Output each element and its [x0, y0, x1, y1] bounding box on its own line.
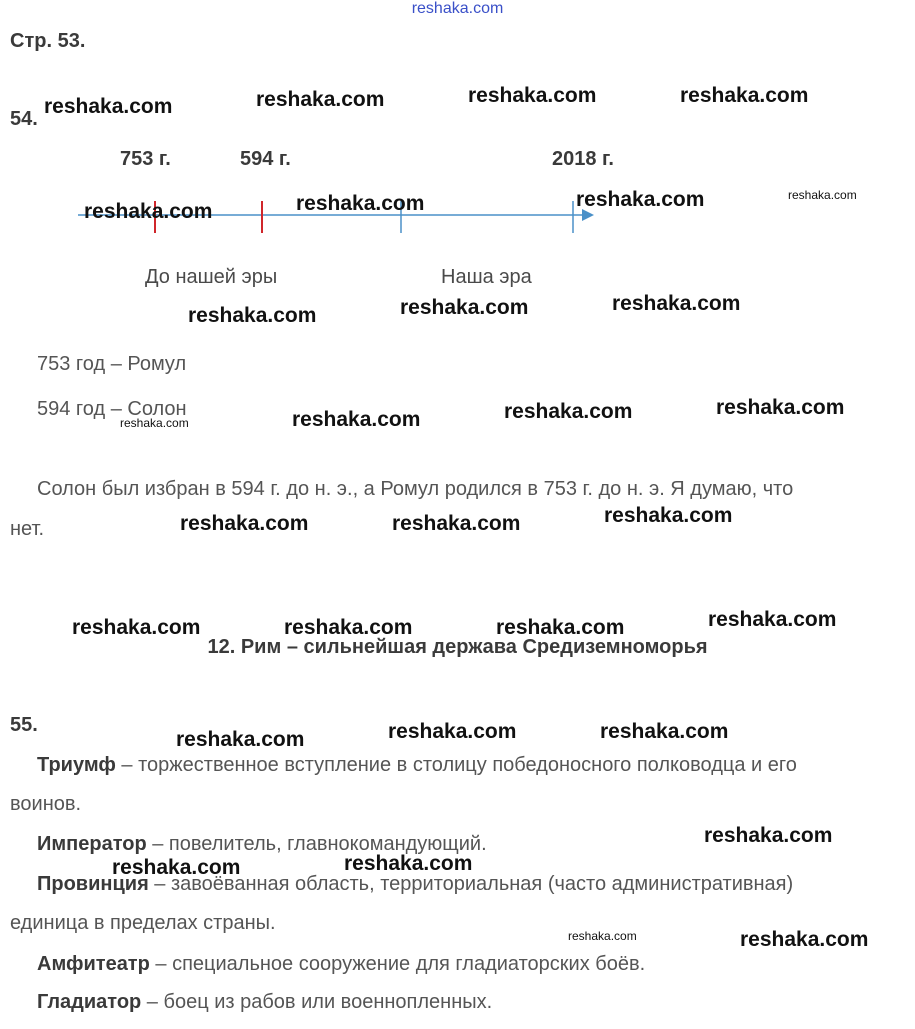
watermark: reshaka.com — [180, 512, 309, 535]
section-title: 12. Рим – сильнейшая держава Средиземноморья — [207, 636, 708, 658]
era-after-label: Наша эра — [441, 266, 532, 288]
watermark: reshaka.com — [284, 616, 413, 639]
term-emperor: Император — [37, 833, 147, 855]
watermark: reshaka.com — [740, 928, 869, 951]
definition-text: – специальное сооружение для гладиаторских боёв. — [149, 953, 646, 975]
definition-text: – повелитель, главнокомандующий. — [146, 833, 487, 855]
watermark: reshaka.com — [716, 396, 845, 419]
timeline-year-753: 753 г. — [120, 148, 171, 170]
term-triumph: Триумф — [37, 754, 116, 776]
watermark: reshaka.com — [468, 84, 597, 107]
watermark: reshaka.com — [120, 416, 189, 430]
watermark: reshaka.com — [704, 824, 833, 847]
answer-line-1: Солон был избран в 594 г. до н. э., а Ромул родился в 753 г. до н. э. Я думаю, что — [37, 478, 794, 500]
definition-province-cont: единица в пределах страны. — [10, 912, 276, 934]
watermark: reshaka.com — [188, 304, 317, 327]
era-before-label: До нашей эры — [145, 266, 278, 288]
definition-text: – торжественное вступление в столицу победоносного полководца и его — [115, 754, 797, 776]
definition-amphitheatre — [37, 953, 645, 976]
term-gladiator: Гладиатор — [37, 991, 142, 1013]
watermark: reshaka.com — [44, 95, 173, 118]
definition-triumph-cont: воинов. — [10, 793, 82, 815]
watermark: reshaka.com — [400, 296, 529, 319]
watermark: reshaka.com — [72, 616, 201, 639]
definition-text: – боец из рабов или военнопленных. — [141, 991, 493, 1013]
watermark: reshaka.com — [504, 400, 633, 423]
task-54-number: 54. — [10, 108, 38, 130]
watermark: reshaka.com — [600, 720, 729, 743]
answer-line-2: нет. — [10, 518, 45, 540]
watermark: reshaka.com — [388, 720, 517, 743]
watermark: reshaka.com — [176, 728, 305, 751]
term-amphitheatre: Амфитеатр — [37, 953, 150, 975]
definition-gladiator — [37, 991, 492, 1014]
definition-triumph — [37, 754, 797, 777]
task-55-number: 55. — [10, 714, 38, 736]
watermark: reshaka.com — [292, 408, 421, 431]
watermark: reshaka.com — [112, 856, 241, 879]
timeline-year-2018: 2018 г. — [552, 148, 614, 170]
event-solon: 594 год – Солон — [37, 398, 187, 420]
term-province: Провинция — [37, 873, 149, 895]
watermark: reshaka.com — [392, 512, 521, 535]
event-romulus: 753 год – Ромул — [37, 353, 187, 375]
watermark: reshaka.com — [604, 504, 733, 527]
watermark: reshaka.com — [568, 929, 637, 943]
watermark: reshaka.com — [680, 84, 809, 107]
definition-text: – завоёванная область, территориальная (часто административная) — [148, 873, 794, 895]
watermark: reshaka.com — [496, 616, 625, 639]
watermark: reshaka.com — [612, 292, 741, 315]
site-header-link[interactable]: reshaka.com — [411, 0, 504, 17]
watermark: reshaka.com — [576, 188, 705, 211]
watermark: reshaka.com — [296, 192, 425, 215]
watermark: reshaka.com — [84, 200, 213, 223]
timeline-year-594: 594 г. — [240, 148, 291, 170]
watermark: reshaka.com — [344, 852, 473, 875]
watermark: reshaka.com — [256, 88, 385, 111]
watermark: reshaka.com — [708, 608, 837, 631]
watermark: reshaka.com — [788, 188, 857, 202]
page-reference: Стр. 53. — [10, 30, 86, 52]
